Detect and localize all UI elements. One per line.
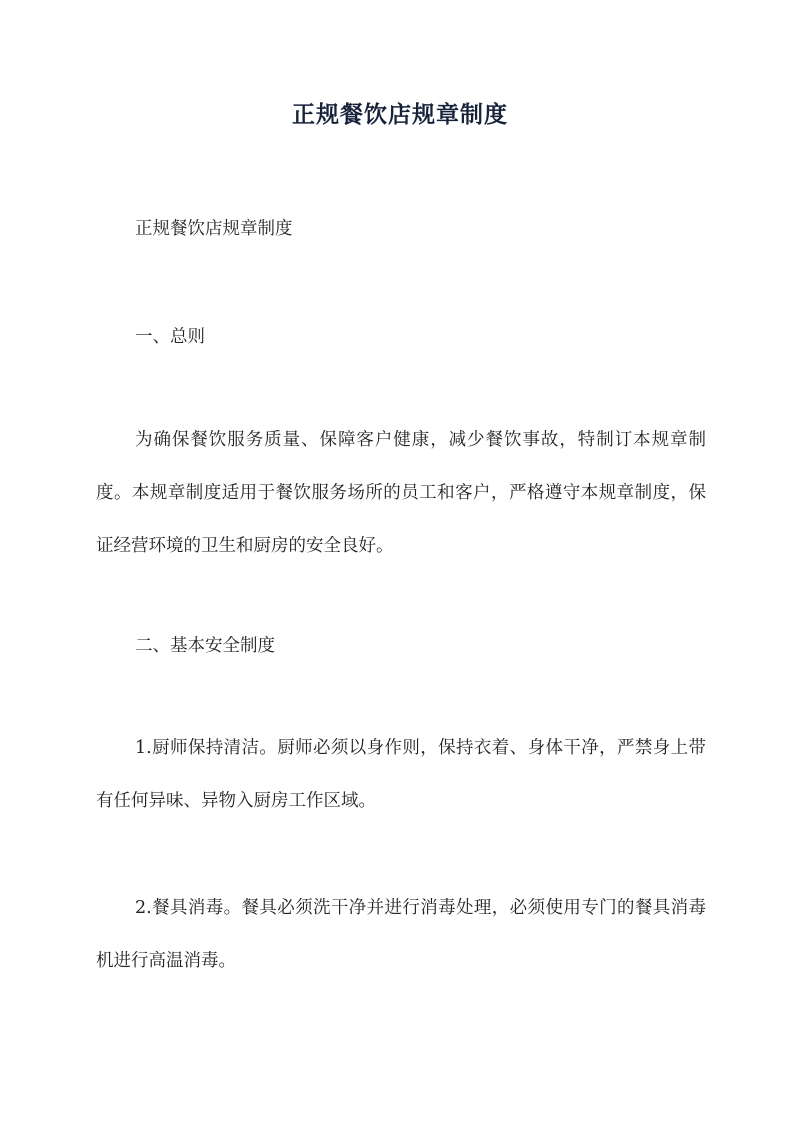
document-subtitle: 正规餐饮店规章制度: [135, 219, 293, 239]
section-heading-safety: 二、基本安全制度: [135, 636, 275, 656]
paragraph-general: 为确保餐饮服务质量、保障客户健康，减少餐饮事故，特制订本规章制度。本规章制度适用于餐饮服务场所的员工和客户，严格遵守本规章制度，保证经营环境的卫生和厨房的安全良好。: [96, 430, 706, 556]
document-title: 正规餐饮店规章制度: [292, 101, 508, 128]
list-item-chef-cleanliness: 1.厨师保持清洁。厨师必须以身作则，保持衣着、身体干净，严禁身上带有任何异味、异物入厨房工作区域。: [96, 738, 706, 811]
list-item-tableware-disinfection: 2.餐具消毒。餐具必须洗干净并进行消毒处理，必须使用专门的餐具消毒机进行高温消毒。: [96, 898, 706, 971]
section-heading-general: 一、总则: [135, 327, 205, 347]
